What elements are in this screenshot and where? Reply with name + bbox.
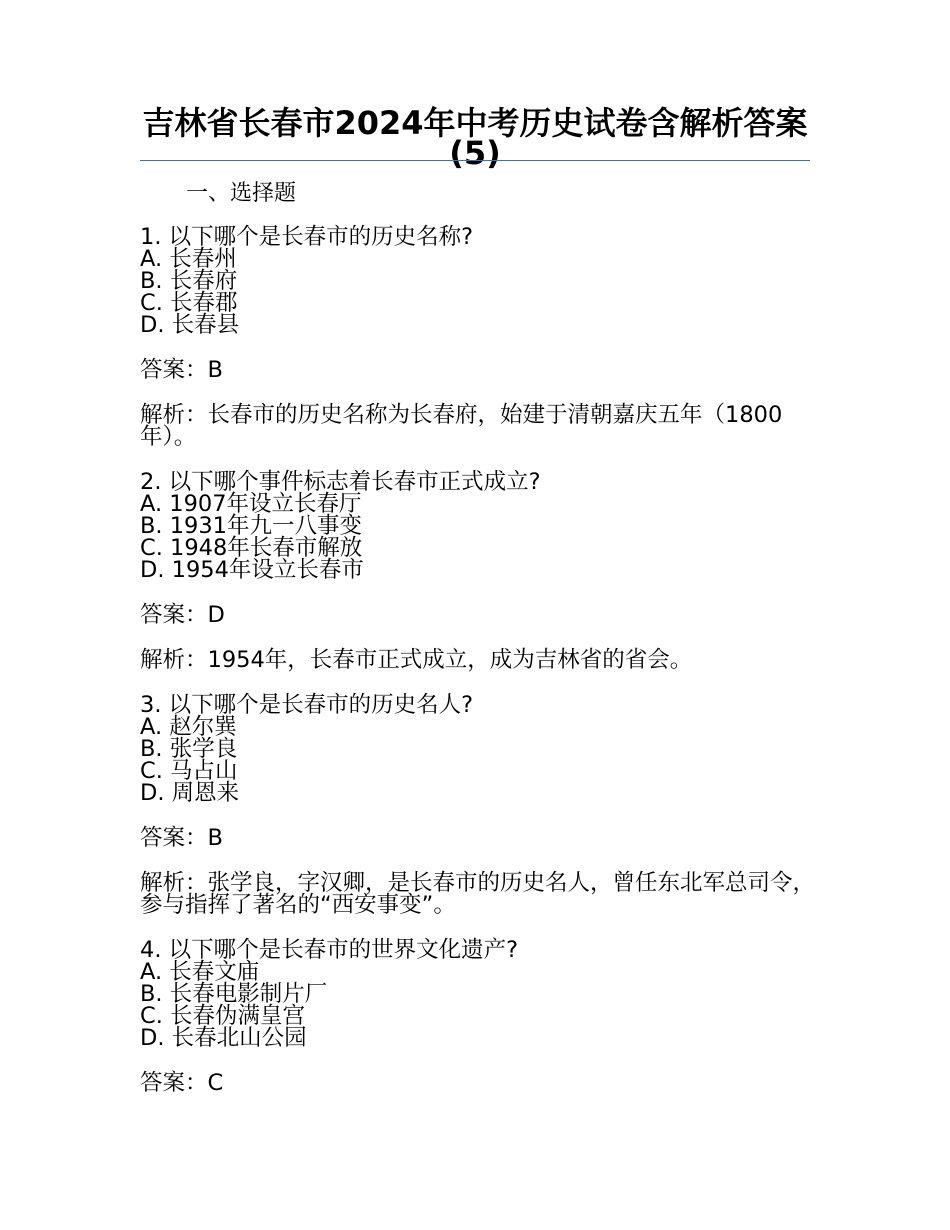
option-b: B. 长春电影制片厂 xyxy=(140,981,328,1007)
option-c: C. 长春伪满皇宫 xyxy=(140,1003,306,1029)
analysis-1: 解析：长春市的历史名称为长春府，始建于清朝嘉庆五年（1800年）。 xyxy=(140,402,783,450)
analysis-2: 解析：1954年，长春市正式成立，成为吉林省的省会。 xyxy=(140,647,693,673)
option-a: A. 赵尔巽 xyxy=(140,714,237,740)
answer-4: 答案：C xyxy=(140,1070,224,1096)
question-text: 2. 以下哪个事件标志着长春市正式成立? xyxy=(140,469,541,495)
option-c: C. 马占山 xyxy=(140,758,238,784)
question-3 xyxy=(140,694,820,804)
question-text: 1. 以下哪个是长春市的历史名称? xyxy=(140,224,474,250)
answer-2: 答案：D xyxy=(140,602,225,628)
option-d: D. 周恩来 xyxy=(140,780,240,806)
question-text: 3. 以下哪个是长春市的历史名人? xyxy=(140,692,474,718)
option-b: B. 长春府 xyxy=(140,268,238,294)
option-c: C. 长春郡 xyxy=(140,290,238,316)
option-b: B. 1931年九一八事变 xyxy=(140,513,363,539)
option-a: A. 长春文庙 xyxy=(140,959,260,985)
option-d: D. 长春县 xyxy=(140,312,240,338)
question-4 xyxy=(140,939,820,1049)
option-a: A. 1907年设立长春厅 xyxy=(140,491,362,517)
answer-1: 答案：B xyxy=(140,357,223,383)
option-b: B. 张学良 xyxy=(140,736,238,762)
section-heading: 一、选择题 xyxy=(186,181,297,206)
title-divider xyxy=(140,160,810,161)
answer-3: 答案：B xyxy=(140,825,223,851)
option-c: C. 1948年长春市解放 xyxy=(140,535,363,561)
option-d: D. 长春北山公园 xyxy=(140,1025,307,1051)
question-list xyxy=(140,226,820,1117)
option-a: A. 长春州 xyxy=(140,246,237,272)
question-2 xyxy=(140,471,820,581)
analysis-3: 解析：张学良，字汉卿，是长春市的历史名人，曾任东北军总司令，参与指挥了著名的“西安事变”。 xyxy=(140,870,816,918)
question-text: 4. 以下哪个是长春市的世界文化遗产? xyxy=(140,937,519,963)
option-d: D. 1954年设立长春市 xyxy=(140,557,364,583)
page-title: 吉林省长春市2024年中考历史试卷含解析答案(5) xyxy=(142,104,808,172)
question-1 xyxy=(140,226,820,336)
